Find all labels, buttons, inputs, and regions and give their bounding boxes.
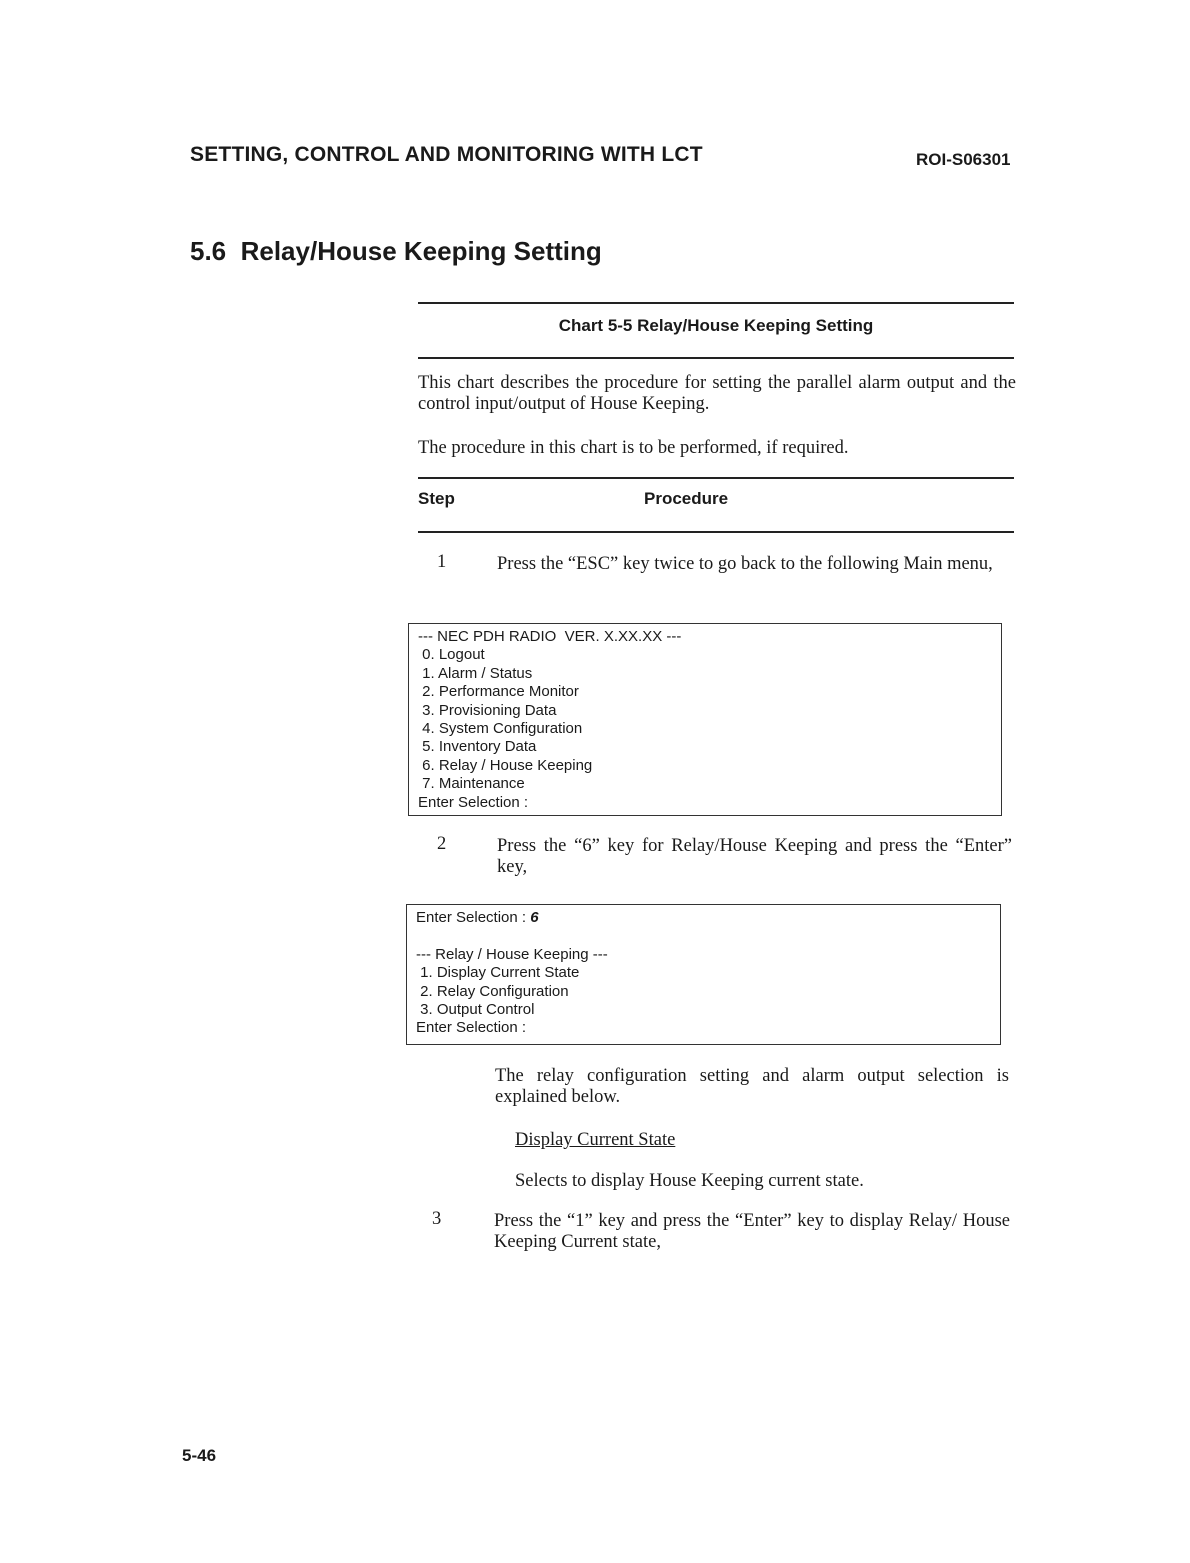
menu-item: 2. Relay Configuration [416, 982, 569, 1000]
step-column-header: Step [418, 489, 455, 508]
menu-item: 2. Performance Monitor [418, 683, 579, 701]
menu-item: 6. Relay / House Keeping [418, 756, 593, 774]
step-number: 2 [437, 834, 447, 854]
menu-item: 7. Maintenance [418, 775, 525, 793]
main-menu-terminal [408, 623, 1002, 816]
relay-menu-terminal [406, 904, 1001, 1045]
terminal-prompt: Enter Selection : [416, 1019, 527, 1037]
menu-item: 5. Inventory Data [418, 738, 537, 756]
document-id: ROI-S06301 [916, 150, 1011, 169]
prompt-label: Enter Selection : [416, 909, 531, 926]
step-text: Press the “ESC” key twice to go back to the following Main menu, [497, 554, 993, 574]
blank-line [416, 927, 992, 945]
intro-note: The procedure in this chart is to be performed, if required. [418, 438, 849, 458]
page-number: 5-46 [182, 1446, 217, 1465]
step-text: Press the “6” key for Relay/House Keeping and press the “Enter” key, [497, 836, 1012, 877]
intro-paragraph: This chart describes the procedure for setting the parallel alarm output and the control input/output of House Keeping. [418, 373, 1016, 414]
terminal-title: --- Relay / House Keeping --- [416, 945, 608, 963]
table-header-bottom-rule [418, 531, 1014, 533]
chart-title-rule [418, 357, 1014, 359]
menu-item: 1. Display Current State [416, 964, 580, 982]
explanation-text: The relay configuration setting and alarm output selection is explained below. [495, 1066, 1009, 1107]
section-title: 5.6 Relay/House Keeping Setting [190, 236, 602, 266]
header-title: SETTING, CONTROL AND MONITORING WITH LCT [190, 143, 703, 166]
terminal-prompt: Enter Selection : [418, 793, 529, 811]
procedure-column-header: Procedure [644, 489, 729, 508]
subsection-title: Display Current State [515, 1130, 676, 1150]
chart-title: Chart 5-5 Relay/House Keeping Setting [558, 316, 874, 335]
step-number: 1 [437, 552, 447, 572]
prompt-value: 6 [530, 909, 539, 926]
menu-item: 3. Provisioning Data [418, 701, 557, 719]
menu-item: 0. Logout [418, 646, 485, 664]
subsection-text: Selects to display House Keeping current state. [515, 1171, 864, 1191]
terminal-prompt [416, 909, 992, 927]
menu-item: 1. Alarm / Status [418, 664, 533, 682]
menu-item: 4. System Configuration [418, 720, 583, 738]
step-text: Press the “1” key and press the “Enter” key to display Relay/ House Keeping Current state, [494, 1211, 1010, 1252]
table-header-top-rule [418, 477, 1014, 479]
terminal-title: --- NEC PDH RADIO VER. X.XX.XX --- [418, 628, 682, 645]
step-number: 3 [432, 1209, 442, 1229]
chart-top-rule [418, 302, 1014, 304]
menu-item: 3. Output Control [416, 1001, 535, 1019]
